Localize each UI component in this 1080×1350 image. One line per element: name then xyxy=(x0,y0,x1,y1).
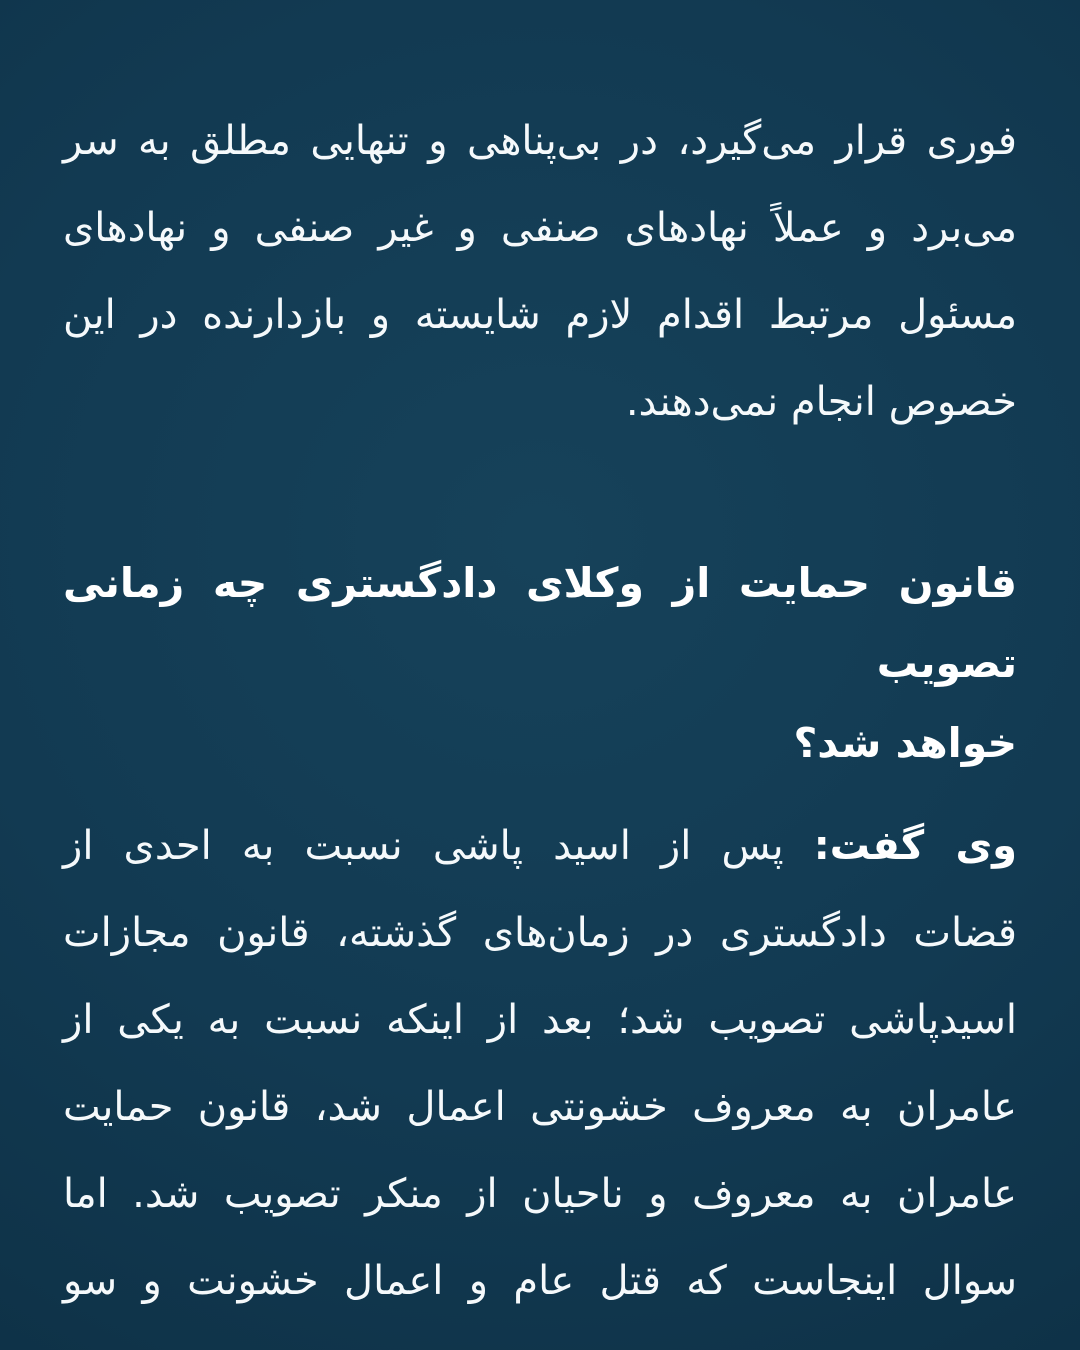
text-line: اسیدپاشی تصویب شد؛ بعد از اینکه نسبت به یکی از xyxy=(63,997,1017,1043)
text-line: فوری قرار می‌گیرد، در بی‌پناهی و تنهایی مطلق به سر xyxy=(63,118,1017,164)
text-line xyxy=(63,803,1017,890)
text-line: عامران به معروف و ناحیان از منکر تصویب شد. اما xyxy=(63,1171,1017,1217)
text-line: عامران به معروف خشونتی اعمال شد، قانون حمایت xyxy=(63,1084,1017,1130)
post-text-content xyxy=(0,98,1080,1325)
text-line: مسئول مرتبط اقدام لازم شایسته و بازدارنده در این xyxy=(63,292,1017,338)
paragraph-answer xyxy=(63,803,1017,1325)
text-line-rest: پس از اسید پاشی نسبت به احدی از xyxy=(63,823,784,869)
text-line: خصوص انجام نمی‌دهند. xyxy=(625,379,1017,425)
text-line: می‌برد و عملاً نهادهای صنفی و غیر صنفی و نهادهای xyxy=(63,205,1017,251)
speaker-lead: وی گفت: xyxy=(813,823,1017,869)
text-line: قضات دادگستری در زمان‌های گذشته، قانون مجازات xyxy=(63,910,1017,956)
question-heading xyxy=(63,543,1017,783)
heading-line: قانون حمایت از وکلای دادگستری چه زمانی تصویب xyxy=(63,559,1017,687)
paragraph-continuation xyxy=(63,98,1017,446)
heading-line: خواهد شد؟ xyxy=(793,719,1017,767)
text-line: سوال اینجاست که قتل عام و اعمال خشونت و سو xyxy=(63,1258,1017,1304)
